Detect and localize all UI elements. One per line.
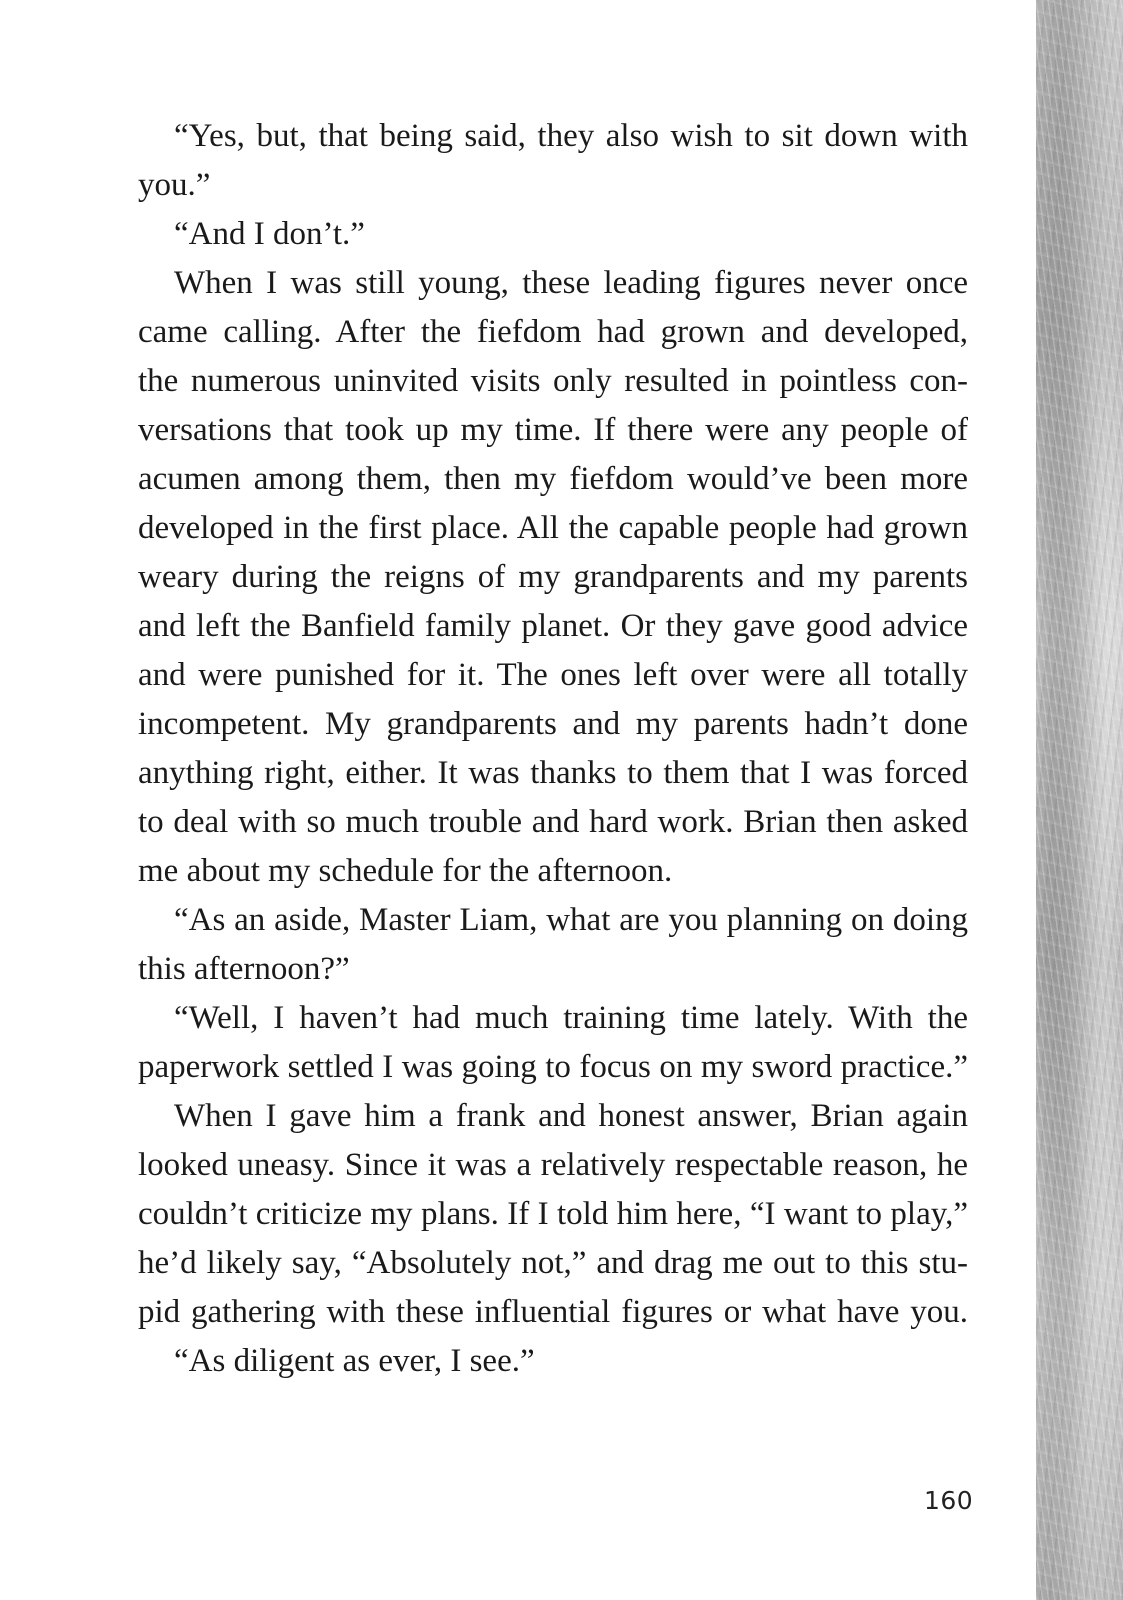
text-line: weary during the reigns of my grandparents and my parents xyxy=(138,559,968,595)
text-line: “Well, I haven’t had much training time lately. With the xyxy=(174,1000,968,1036)
text-line: and left the Banfield family planet. Or they gave good advice xyxy=(138,608,968,644)
text-line: the numerous uninvited visits only resulted in pointless con- xyxy=(138,363,968,399)
text-line: he’d likely say, “Absolutely not,” and drag me out to this stu- xyxy=(138,1245,968,1281)
text-line: this afternoon?” xyxy=(138,951,350,987)
text-line: anything right, either. It was thanks to them that I was forced xyxy=(138,755,968,791)
text-line: came calling. After the fiefdom had grown and developed, xyxy=(138,314,968,350)
text-line: “As diligent as ever, I see.” xyxy=(174,1343,535,1379)
text-line: acumen among them, then my fiefdom would’ve been more xyxy=(138,461,968,497)
page-number: 160 xyxy=(924,1486,974,1515)
text-line: “And I don’t.” xyxy=(174,216,365,252)
text-line: and were punished for it. The ones left over were all totally xyxy=(138,657,968,693)
body-text xyxy=(138,112,968,1386)
text-line: developed in the first place. All the capable people had grown xyxy=(138,510,968,546)
text-line: looked uneasy. Since it was a relatively respectable reason, he xyxy=(138,1147,968,1183)
text-line: you.” xyxy=(138,167,211,203)
text-line: When I was still young, these leading figures never once xyxy=(174,265,968,301)
text-line: me about my schedule for the afternoon. xyxy=(138,853,673,889)
text-line: incompetent. My grandparents and my parents hadn’t done xyxy=(138,706,968,742)
text-line: pid gathering with these influential figures or what have you. xyxy=(138,1294,968,1330)
text-line: paperwork settled I was going to focus on my sword practice.” xyxy=(138,1049,968,1085)
text-line: versations that took up my time. If there were any people of xyxy=(138,412,968,448)
text-line: “Yes, but, that being said, they also wish to sit down with xyxy=(174,118,968,154)
text-line: couldn’t criticize my plans. If I told him here, “I want to play,” xyxy=(138,1196,968,1232)
text-line: When I gave him a frank and honest answer, Brian again xyxy=(174,1098,968,1134)
text-line: “As an aside, Master Liam, what are you planning on doing xyxy=(174,902,968,938)
text-line: to deal with so much trouble and hard work. Brian then asked xyxy=(138,804,968,840)
decorative-edge-texture xyxy=(1036,0,1123,1600)
